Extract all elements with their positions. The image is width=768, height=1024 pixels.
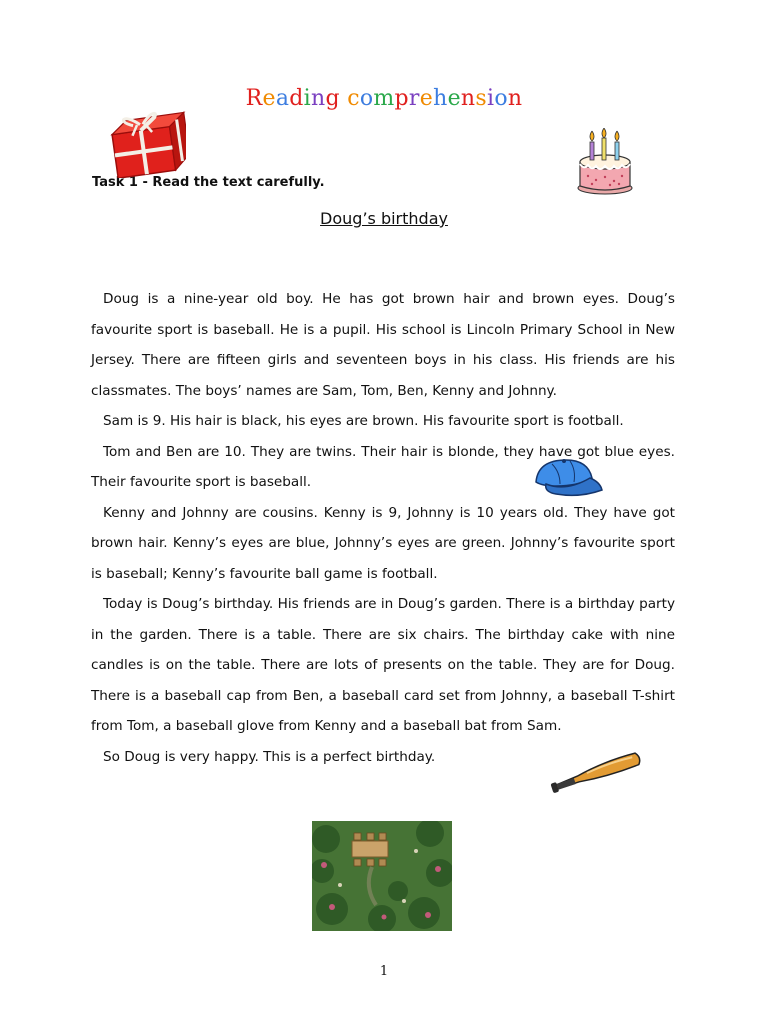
title-letter: a [275,86,290,111]
task-instruction: Task 1 - Read the text carefully. [92,175,325,190]
title-letter: o [359,86,374,111]
title-letter [340,86,347,111]
title-letter: h [433,86,448,111]
title-letter: e [419,86,434,111]
title-letter: c [347,86,360,111]
title-letter: s [475,86,487,111]
title-letter: R [245,86,263,111]
title-letter: n [460,86,476,111]
baseball-bat-icon [548,752,646,798]
title-letter: o [494,86,508,111]
paragraph-4: Kenny and Johnny are cousins. Kenny is 9, Johnny is 10 years old. They have got brown hair. Kenny’s eyes are blue, Johnny’s eyes are green. Johnny’s favourite sport is baseball; Kenny’s favourite ball game is football. [91,504,675,582]
title-letter: p [394,86,409,111]
title-letter: g [325,86,340,111]
paragraph-6: So Doug is very happy. This is a perfect birthday. [103,748,436,765]
title-letter: n [311,86,326,111]
story-title: Doug’s birthday [320,209,448,228]
paragraph-1: Doug is a nine-year old boy. He has got brown hair and brown eyes. Doug’s favourite sport is baseball. He is a pupil. His school is Lincoln Primary School in New Jersey. There are fifteen girls and seventeen boys in his class. His friends are his classmates. The boys’ names are Sam, Tom, Ben, Kenny and Johnny. [91,291,675,399]
story-body [91,284,675,772]
title-letter: e [262,86,276,111]
title-letter: i [303,86,312,111]
paragraph-5: Today is Doug’s birthday. His friends are in Doug’s garden. There is a birthday party in the garden. There is a table. There are six chairs. The birthday cake with nine candles is on the table. There are lots of presents on the table. They are for Doug. There is a baseball cap from Ben, a baseball card set from Johnny, a baseball T-shirt from Tom, a baseball glove from Kenny and a baseball bat from Sam. [91,596,675,734]
title-letter: d [289,86,304,111]
title-letter: m [373,86,395,111]
title-letter: e [447,86,461,111]
page-number: 1 [379,964,389,979]
title-letter: n [507,86,523,111]
garden-party-image [312,821,452,931]
title-letter: i [486,86,495,111]
paragraph-2: Sam is 9. His hair is black, his eyes are brown. His favourite sport is football. [103,413,624,429]
title-letter: r [408,86,420,111]
gift-box-icon [106,108,186,178]
birthday-cake-icon [574,128,636,196]
baseball-cap-icon [526,456,606,498]
paragraph-3: Tom and Ben are 10. They are twins. Their hair is blonde, they have got blue eyes. Their favourite sport is baseball. [91,443,675,490]
